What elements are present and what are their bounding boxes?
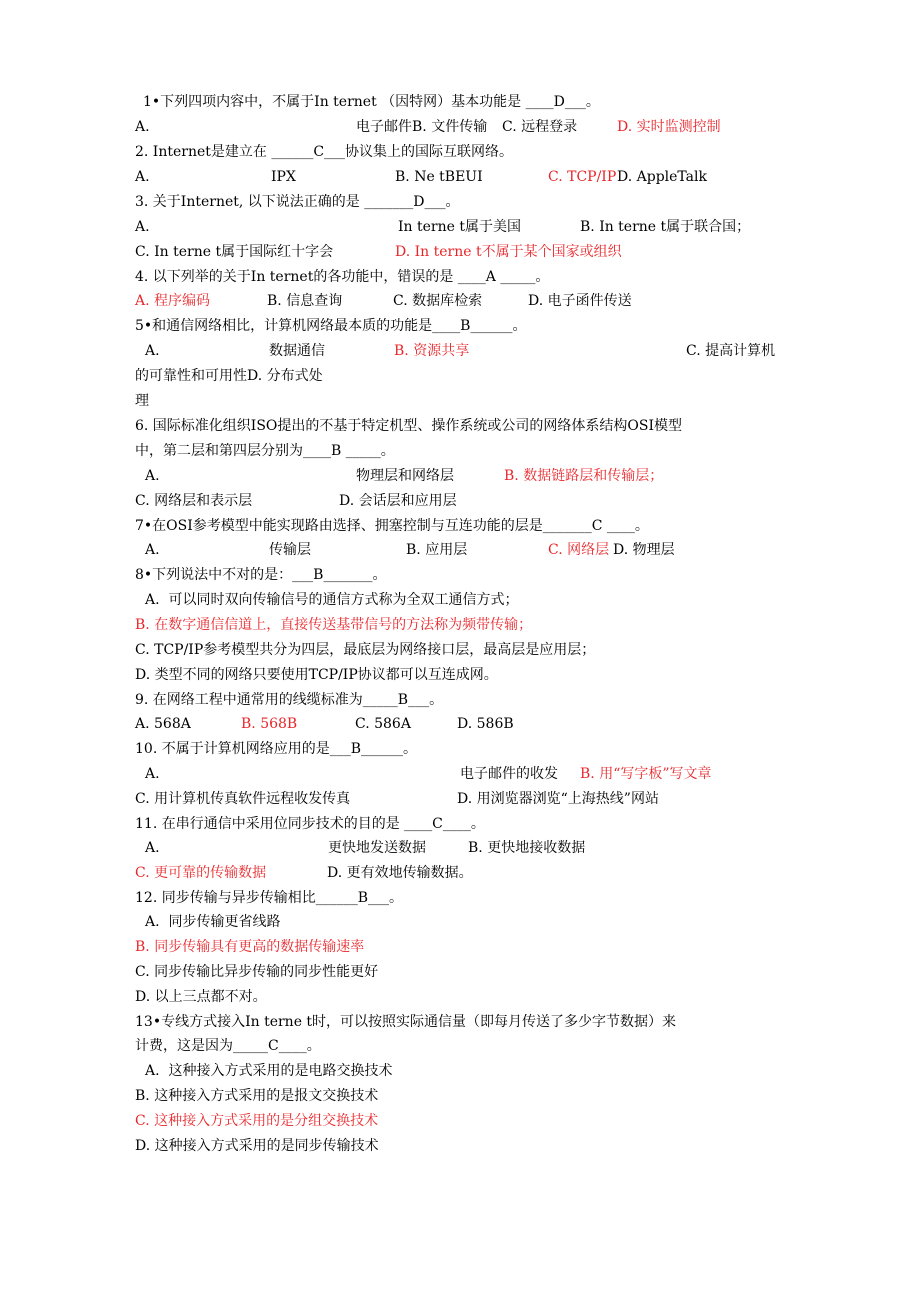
- q12-option-a: A. 同步传输更省线路: [145, 914, 281, 930]
- q10-option-a: A.: [145, 766, 160, 782]
- q9-options: [135, 712, 895, 736]
- q7-options: [135, 538, 895, 562]
- q6-stem-line1: 6. 国际标准化组织ISO提出的不基于特定机型、操作系统或公司的网络体系结构OSI模型: [135, 418, 683, 434]
- q13-option-d: D. 这种接入方式采用的是同步传输技术: [135, 1138, 379, 1154]
- q4-options: [135, 289, 895, 313]
- q6-options-row2: [135, 489, 895, 513]
- q13-stem-line2: 计费，这是因为_____C____。: [135, 1038, 321, 1054]
- q1-option-b: 电子邮件B. 文件传输: [356, 119, 488, 135]
- q8-option-c: C. TCP/IP参考模型共分为四层，最底层为网络接口层，最高层是应用层；: [135, 642, 596, 658]
- q8-option-a: A. 可以同时双向传输信号的通信方式称为全双工通信方式；: [145, 592, 519, 608]
- q7-option-d: D. 物理层: [613, 542, 675, 558]
- q11-option-a-text: 更快地发送数据: [328, 840, 426, 856]
- q6-option-d: D. 会话层和应用层: [339, 493, 457, 509]
- q9-stem: 9. 在网络工程中通常用的线缆标准为_____B___。: [135, 692, 444, 708]
- q13-option-b: B. 这种接入方式采用的是报文交换技术: [135, 1088, 379, 1104]
- q12-option-d: D. 以上三点都不对。: [135, 989, 267, 1005]
- q3-option-a-text: In terne t属于美国: [398, 219, 521, 235]
- q10-answer-b: B. 用“写字板”写文章: [580, 766, 712, 782]
- q10-stem: 10. 不属于计算机网络应用的是___B______。: [135, 741, 418, 757]
- q3-option-c: C. In terne t属于国际红十字会: [135, 244, 334, 260]
- q5-option-a: A.: [145, 343, 160, 359]
- q7-stem: 7•在OSI参考模型中能实现路由选择、拥塞控制与互连功能的层是_______C ____。: [135, 518, 649, 534]
- q3-answer-d: D. In terne t不属于某个国家或组织: [395, 244, 622, 260]
- q9-option-d: D. 586B: [457, 716, 514, 732]
- q12-option-c: C. 同步传输比异步传输的同步性能更好: [135, 964, 379, 980]
- q1-options: [135, 115, 895, 139]
- q3-options: [135, 215, 895, 239]
- q6-option-a-text: 物理层和网络层: [356, 468, 454, 484]
- q13-answer-c: C. 这种接入方式采用的是分组交换技术: [135, 1113, 379, 1129]
- q1-option-c: C. 远程登录: [502, 119, 578, 135]
- q3-stem: 3. 关于Internet, 以下说法正确的是 _______D___。: [135, 194, 460, 210]
- q8-stem: 8•下列说法中不对的是：___B_______。: [135, 567, 387, 583]
- q6-stem-line2: 中，第二层和第四层分别为____B _____。: [135, 443, 395, 459]
- q6-option-c: C. 网络层和表示层: [135, 493, 253, 509]
- q2-answer-c: C. TCP/IP: [548, 169, 617, 185]
- q1-option-a: A.: [135, 119, 150, 135]
- q7-option-a: A.: [145, 542, 160, 558]
- q9-answer-b: B. 568B: [241, 716, 298, 732]
- q11-option-d: D. 更有效地传输数据。: [327, 865, 473, 881]
- q2-option-ipx: IPX: [271, 169, 296, 185]
- q12-stem: 12. 同步传输与异步传输相比______B___。: [135, 890, 404, 906]
- q10-options: [135, 762, 895, 786]
- q1-stem: 1•下列四项内容中，不属于In ternet （因特网）基本功能是 ____D___。: [143, 94, 600, 110]
- q5-option-a-text: 数据通信: [269, 343, 325, 359]
- q5-option-c: C. 提高计算机: [686, 343, 776, 359]
- q3-option-b: B. In terne t属于联合国；: [580, 219, 751, 235]
- q3-options-row2: [135, 240, 895, 264]
- q13-option-a: A. 这种接入方式采用的是电路交换技术: [145, 1063, 393, 1079]
- q11-options-row2: [135, 861, 895, 885]
- q6-option-a: A.: [145, 468, 160, 484]
- q5-options: [135, 339, 895, 363]
- q7-option-a-text: 传输层: [269, 542, 311, 558]
- q8-answer-b: B. 在数字通信信道上，直接传送基带信号的方法称为频带传输；: [135, 617, 533, 633]
- q2-option-b: B. Ne tBEUI: [395, 169, 483, 185]
- q4-option-d: D. 电子函件传送: [528, 293, 632, 309]
- q10-options-row2: [135, 787, 895, 811]
- q11-options: [135, 836, 895, 860]
- q2-options: [135, 165, 895, 189]
- q11-stem: 11. 在串行通信中采用位同步技术的目的是 ____C____。: [135, 816, 485, 832]
- q8-option-d: D. 类型不同的网络只要使用TCP/IP协议都可以互连成网。: [135, 667, 498, 683]
- q5-option-d-cont: 理: [135, 393, 149, 409]
- q11-option-a: A.: [145, 840, 160, 856]
- q1-answer-d: D. 实时监测控制: [617, 119, 721, 135]
- q11-answer-c: C. 更可靠的传输数据: [135, 865, 267, 881]
- q5-option-c-cont: 的可靠性和可用性D. 分布式处: [135, 368, 323, 384]
- q2-option-d: D. AppleTalk: [617, 169, 707, 185]
- q5-answer-b: B. 资源共享: [394, 343, 470, 359]
- q6-answer-b: B. 数据链路层和传输层；: [504, 468, 664, 484]
- q7-answer-c: C. 网络层: [548, 542, 610, 558]
- q2-stem: 2. Internet是建立在 ______C___协议集上的国际互联网络。: [135, 144, 514, 160]
- q10-option-d: D. 用浏览器浏览“上海热线”网站: [457, 791, 659, 807]
- q13-stem-line1: 13•专线方式接入In terne t时，可以按照实际通信量（即每月传送了多少字节数据）来: [135, 1014, 677, 1030]
- q9-option-a: A. 568A: [135, 716, 191, 732]
- q4-stem: 4. 以下列举的关于In ternet的各功能中，错误的是 ____A _____。: [135, 269, 550, 285]
- q5-stem: 5•和通信网络相比，计算机网络最本质的功能是____B______。: [135, 318, 527, 334]
- q10-option-c: C. 用计算机传真软件远程收发传真: [135, 791, 351, 807]
- q4-answer-a: A. 程序编码: [135, 293, 211, 309]
- q3-option-a: A.: [135, 219, 150, 235]
- q4-option-b: B. 信息查询: [267, 293, 343, 309]
- q4-option-c: C. 数据库检索: [393, 293, 483, 309]
- q12-answer-b: B. 同步传输具有更高的数据传输速率: [135, 939, 365, 955]
- q10-option-a-text: 电子邮件的收发: [460, 766, 558, 782]
- q11-option-b: B. 更快地接收数据: [468, 840, 586, 856]
- q6-options: [135, 464, 895, 488]
- q9-option-c: C. 586A: [355, 716, 411, 732]
- q7-option-b: B. 应用层: [406, 542, 468, 558]
- q2-option-a: A.: [135, 169, 150, 185]
